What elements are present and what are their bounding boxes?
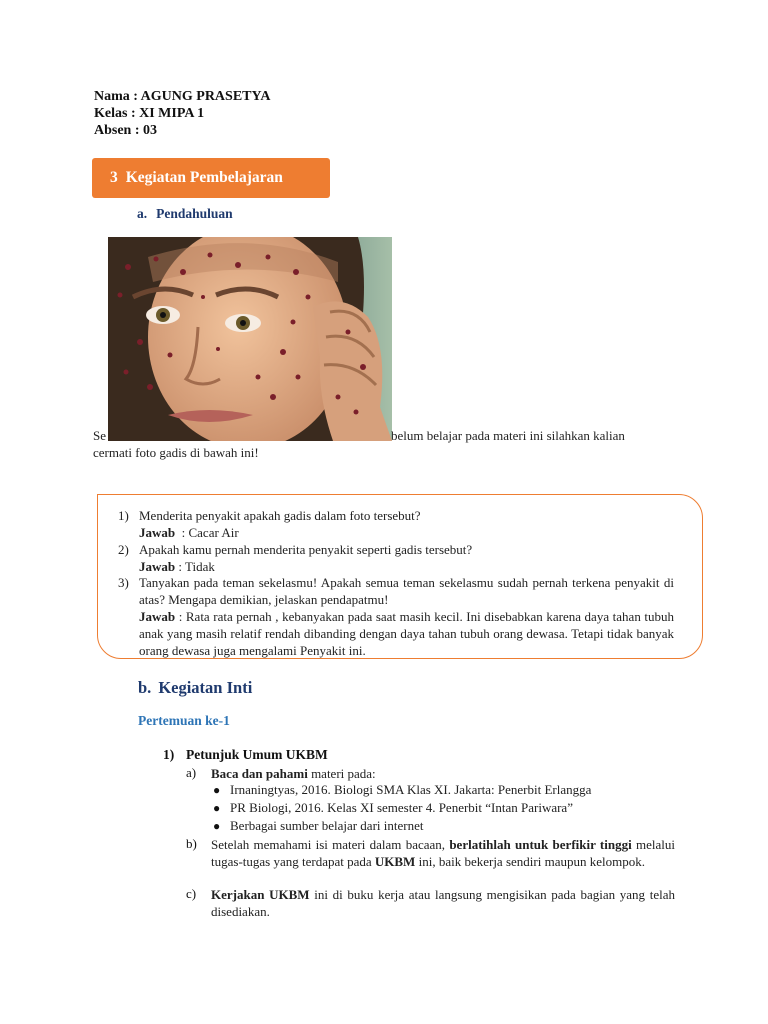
intro-right-fragment: belum belajar pada materi ini silahkan kalian bbox=[391, 428, 625, 443]
item-label: c) bbox=[186, 886, 197, 901]
answer-line bbox=[139, 608, 674, 659]
answer-text: : Cacar Air bbox=[175, 525, 239, 540]
item-b-part: Setelah memahami isi materi dalam bacaan, bbox=[211, 837, 450, 852]
item-b-part: ini, baik bekerja sendiri maupun kelompok. bbox=[415, 854, 645, 869]
section-title: Kegiatan Pembelajaran bbox=[125, 169, 283, 186]
question-text: Apakah kamu pernah menderita penyakit seperti gadis tersebut? bbox=[139, 542, 473, 557]
answer-text: : Rata rata pernah , kebanyakan pada saat masih kecil. Ini disebabkan karena daya tahan tubuh anak yang masih relatif rendah dibanding dengan daya tahan tubuh orang dewasa. Tetapi tidak banyak orang dewasa juga mengalami Penyakit ini. bbox=[139, 609, 674, 658]
bullet-icon: ● bbox=[213, 783, 221, 797]
question-text: Menderita penyakit apakah gadis dalam foto tersebut? bbox=[139, 508, 421, 523]
item-b-bold: berlatihlah untuk berfikir tinggi bbox=[449, 837, 632, 852]
answer-line bbox=[139, 558, 674, 575]
meeting-heading: Pertemuan ke-1 bbox=[138, 713, 230, 728]
question-number: 2) bbox=[118, 542, 129, 557]
intro-left-fragment: Se bbox=[93, 428, 106, 443]
item-b-bold: UKBM bbox=[374, 854, 416, 869]
item-label: a) bbox=[186, 765, 197, 780]
subsection-label: b. bbox=[138, 678, 152, 697]
question-text: Tanyakan pada teman sekelasmu! Apakah semua teman sekelasmu sudah pernah terkena penyakit di atas? Mengapa demikian, jelaskan pendapatmu! bbox=[139, 575, 674, 607]
answer-line bbox=[139, 524, 674, 541]
student-name: Nama : AGUNG PRASETYA bbox=[94, 89, 271, 104]
girl-photo-illustration bbox=[108, 237, 392, 441]
item-c-text bbox=[211, 886, 675, 920]
reference-item: PR Biologi, 2016. Kelas XI semester 4. Penerbit “Intan Pariwara” bbox=[230, 800, 573, 815]
instruction-number: 1) bbox=[163, 747, 175, 762]
subsection-pendahuluan bbox=[137, 206, 233, 222]
girl-photo bbox=[108, 237, 392, 441]
bullet-icon: ● bbox=[213, 801, 221, 815]
subsection-title: Kegiatan Inti bbox=[158, 678, 253, 697]
section-banner bbox=[92, 158, 330, 198]
item-a-rest: materi pada: bbox=[307, 766, 376, 781]
item-b-text bbox=[211, 836, 675, 870]
instruction-title: Petunjuk Umum UKBM bbox=[186, 747, 328, 762]
student-class: Kelas : XI MIPA 1 bbox=[94, 106, 205, 121]
item-b-part: melalui tugas-tugas yang terdapat pada bbox=[211, 837, 675, 869]
item-a-text bbox=[211, 765, 675, 782]
subsection-kegiatan-inti bbox=[138, 678, 252, 698]
intro-line-2: cermati foto gadis di bawah ini! bbox=[93, 445, 259, 460]
subsection-label: a. bbox=[137, 206, 148, 221]
answer-label: Jawab bbox=[139, 559, 176, 574]
question-number: 1) bbox=[118, 508, 129, 523]
section-number: 3 bbox=[110, 169, 118, 186]
answer-label: Jawab bbox=[139, 609, 176, 624]
item-label: b) bbox=[186, 836, 197, 851]
reference-item: Berbagai sumber belajar dari internet bbox=[230, 818, 424, 833]
item-c-part: ini di buku kerja atau langsung mengisikan pada bagian yang telah disediakan. bbox=[211, 887, 675, 919]
item-a-bold: Baca dan pahami bbox=[211, 766, 308, 781]
bullet-icon: ● bbox=[213, 819, 221, 833]
answer-text: : Tidak bbox=[175, 559, 215, 574]
answer-label: Jawab bbox=[139, 525, 176, 540]
reference-item: Irnaningtyas, 2016. Biologi SMA Klas XI. Jakarta: Penerbit Erlangga bbox=[230, 782, 592, 797]
subsection-title: Pendahuluan bbox=[156, 206, 233, 221]
student-absen: Absen : 03 bbox=[94, 123, 158, 138]
item-c-bold: Kerjakan UKBM bbox=[211, 887, 310, 902]
question-number: 3) bbox=[118, 575, 129, 590]
